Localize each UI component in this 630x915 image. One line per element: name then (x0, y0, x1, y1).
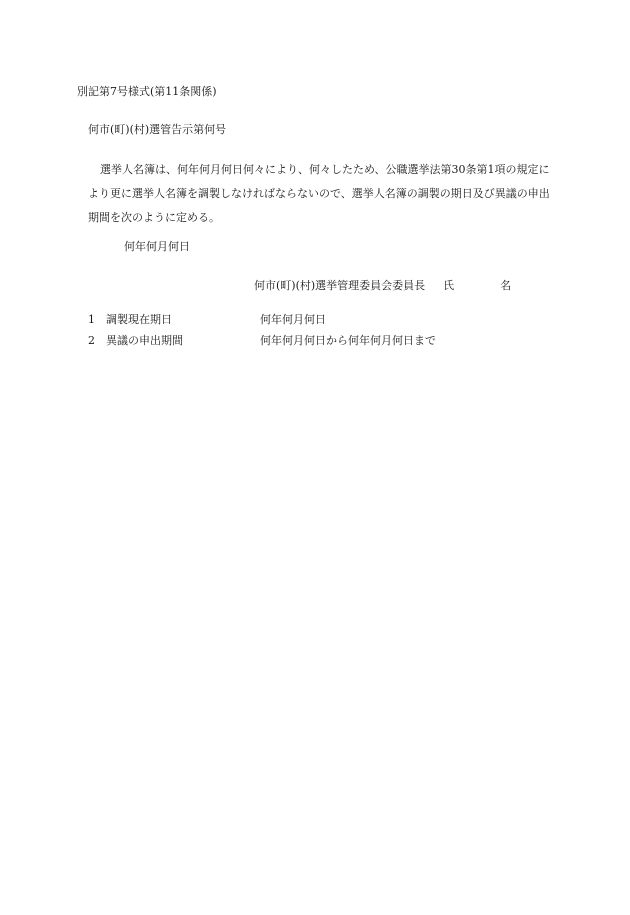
item-label: 調製現在期日 (106, 313, 172, 326)
notice-number: 何市(町)(村)選管告示第何号 (88, 123, 227, 136)
item-number: 1 (88, 313, 95, 326)
signature-line (254, 277, 511, 295)
signer-title: 何市(町)(村)選挙管理委員会委員長 (254, 279, 426, 292)
signer-surname-label: 氏 (443, 279, 455, 292)
notice-date: 何年何月何日 (124, 240, 190, 253)
item-label: 異議の申出期間 (106, 334, 183, 347)
item-value: 何年何月何日から何年何月何日まで (260, 334, 436, 347)
signer-given-label: 名 (500, 279, 512, 292)
form-reference: 別記第7号様式(第11条関係) (77, 85, 217, 98)
item-value: 何年何月何日 (260, 313, 326, 326)
notice-body: 選挙人名簿は、何年何月何日何々により、何々したため、公職選挙法第30条第1項の規定により更に選挙人名簿を調製しなければならないので、選挙人名簿の調製の期日及び異議の申出期間を次のように定める。 (88, 163, 550, 224)
item-number: 2 (88, 334, 95, 347)
